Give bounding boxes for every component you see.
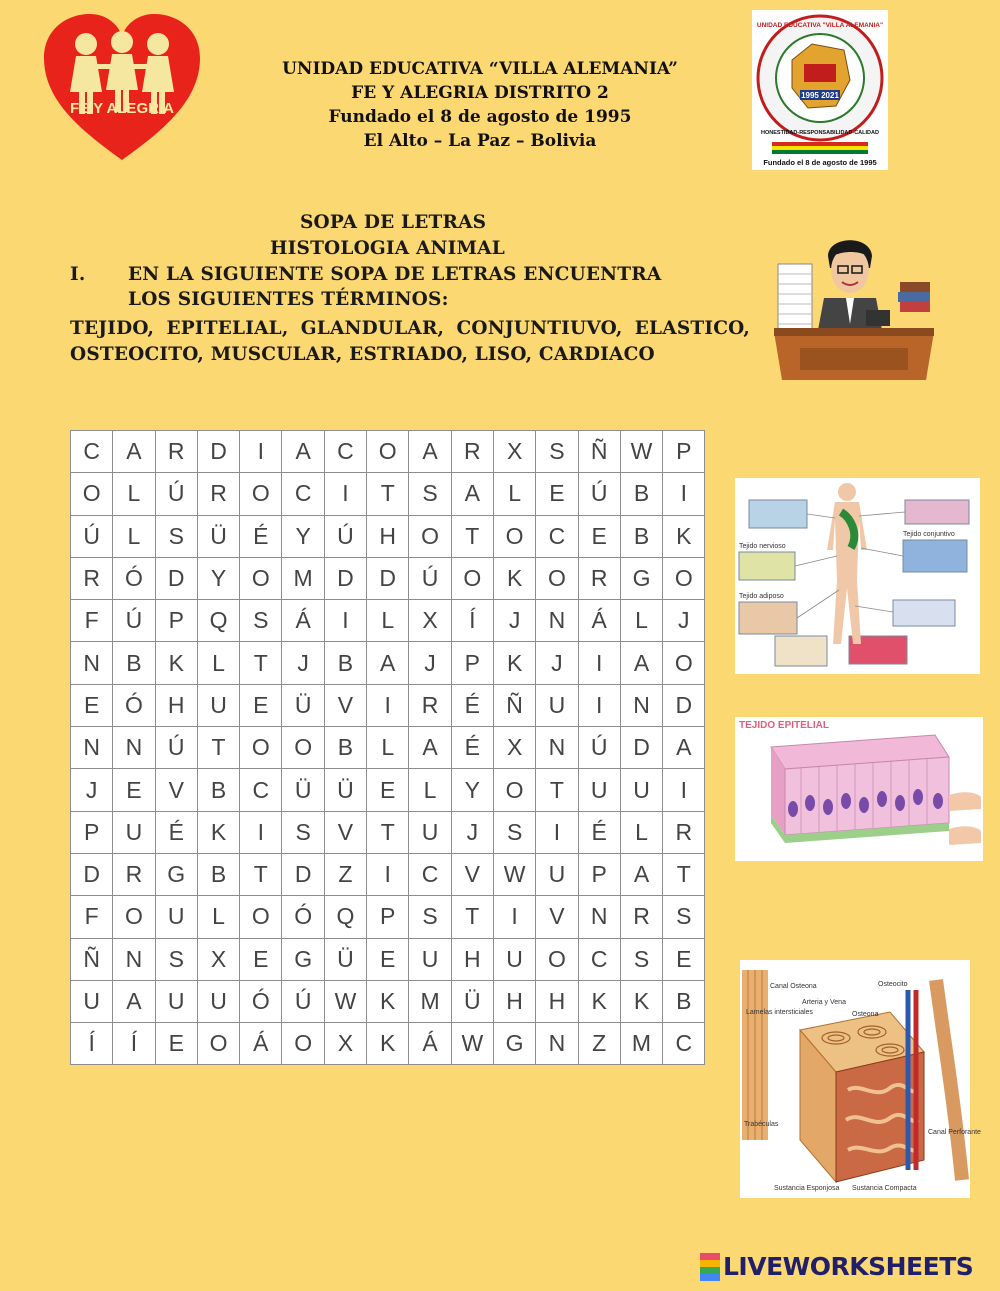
grid-cell[interactable]: P xyxy=(367,896,409,938)
grid-cell[interactable]: U xyxy=(155,980,197,1022)
grid-cell[interactable]: P xyxy=(71,811,113,853)
svg-text:Sustancia Compacta: Sustancia Compacta xyxy=(852,1185,917,1192)
grid-cell[interactable]: I xyxy=(367,684,409,726)
liveworksheets-brand xyxy=(700,1252,973,1281)
grid-cell[interactable]: S xyxy=(536,431,578,473)
svg-text:Osteona: Osteona xyxy=(852,1011,879,1018)
grid-cell[interactable]: O xyxy=(536,557,578,599)
grid-cell[interactable]: É xyxy=(451,684,493,726)
grid-cell[interactable]: N xyxy=(620,684,662,726)
grid-cell[interactable]: E xyxy=(240,938,282,980)
grid-cell[interactable]: Ü xyxy=(197,515,239,557)
grid-cell[interactable]: L xyxy=(197,896,239,938)
grid-cell[interactable]: A xyxy=(620,853,662,895)
grid-cell[interactable]: Ú xyxy=(324,515,366,557)
grid-cell[interactable]: O xyxy=(113,896,155,938)
grid-cell[interactable]: R xyxy=(578,557,620,599)
grid-cell[interactable]: N xyxy=(71,727,113,769)
svg-text:Tejido adiposo: Tejido adiposo xyxy=(739,593,784,600)
grid-cell[interactable]: Ó xyxy=(113,684,155,726)
grid-cell[interactable]: A xyxy=(409,431,451,473)
grid-cell[interactable]: J xyxy=(536,642,578,684)
grid-cell[interactable]: K xyxy=(493,557,535,599)
svg-text:Arteria y Vena: Arteria y Vena xyxy=(802,999,846,1006)
grid-cell[interactable]: P xyxy=(155,600,197,642)
grid-cell[interactable]: I xyxy=(367,853,409,895)
grid-row xyxy=(71,557,705,599)
grid-cell[interactable]: N xyxy=(113,938,155,980)
grid-cell[interactable]: B xyxy=(113,642,155,684)
grid-cell[interactable]: T xyxy=(240,853,282,895)
grid-cell[interactable]: T xyxy=(663,853,705,895)
grid-cell[interactable]: V xyxy=(324,811,366,853)
grid-cell[interactable]: W xyxy=(620,431,662,473)
grid-cell[interactable]: S xyxy=(155,938,197,980)
grid-cell[interactable]: R xyxy=(409,684,451,726)
instruction-line-2: LOS SIGUIENTES TÉRMINOS: xyxy=(128,289,449,310)
grid-cell[interactable]: O xyxy=(197,1023,239,1065)
grid-cell[interactable]: O xyxy=(240,473,282,515)
grid-cell[interactable]: E xyxy=(367,938,409,980)
grid-row xyxy=(71,431,705,473)
grid-cell[interactable]: Ñ xyxy=(493,684,535,726)
grid-row xyxy=(71,853,705,895)
grid-cell[interactable]: J xyxy=(409,642,451,684)
instruction-line-1: EN LA SIGUIENTE SOPA DE LETRAS ENCUENTRA xyxy=(128,264,662,285)
grid-cell[interactable]: Ú xyxy=(282,980,324,1022)
grid-cell[interactable]: H xyxy=(493,980,535,1022)
grid-cell[interactable]: D xyxy=(71,853,113,895)
grid-cell[interactable]: B xyxy=(324,727,366,769)
grid-cell[interactable]: J xyxy=(282,642,324,684)
grid-cell[interactable]: D xyxy=(324,557,366,599)
grid-cell[interactable]: G xyxy=(620,557,662,599)
grid-cell[interactable]: Q xyxy=(197,600,239,642)
brand-text: LIVEWORKSHEETS xyxy=(723,1252,974,1281)
grid-cell[interactable]: A xyxy=(620,642,662,684)
worksheet-title: SOPA DE LETRAS xyxy=(300,212,487,233)
grid-cell[interactable]: J xyxy=(663,600,705,642)
grid-cell[interactable]: Á xyxy=(409,1023,451,1065)
grid-cell[interactable]: T xyxy=(367,473,409,515)
grid-cell[interactable]: A xyxy=(663,727,705,769)
grid-cell[interactable]: S xyxy=(409,896,451,938)
grid-cell[interactable]: L xyxy=(113,515,155,557)
grid-cell[interactable]: N xyxy=(71,642,113,684)
grid-cell[interactable]: Y xyxy=(451,769,493,811)
grid-cell[interactable]: P xyxy=(578,853,620,895)
worksheet-subtitle: HISTOLOGIA ANIMAL xyxy=(270,238,505,259)
grid-cell[interactable]: O xyxy=(493,769,535,811)
grid-cell[interactable]: Ü xyxy=(282,684,324,726)
grid-cell[interactable]: O xyxy=(451,557,493,599)
grid-cell[interactable]: S xyxy=(620,938,662,980)
grid-cell[interactable]: N xyxy=(536,600,578,642)
grid-cell[interactable]: C xyxy=(324,431,366,473)
grid-cell[interactable]: X xyxy=(493,727,535,769)
grid-cell[interactable]: Á xyxy=(240,1023,282,1065)
grid-cell[interactable]: Í xyxy=(71,1023,113,1065)
grid-cell[interactable]: U xyxy=(197,684,239,726)
grid-cell[interactable]: B xyxy=(324,642,366,684)
grid-cell[interactable]: Ñ xyxy=(71,938,113,980)
grid-cell[interactable]: K xyxy=(155,642,197,684)
grid-cell[interactable]: S xyxy=(282,811,324,853)
svg-text:TEJIDO EPITELIAL: TEJIDO EPITELIAL xyxy=(739,720,830,731)
bone-tissue-illustration xyxy=(740,960,981,1198)
grid-cell[interactable]: W xyxy=(493,853,535,895)
grid-cell[interactable]: O xyxy=(282,1023,324,1065)
grid-cell[interactable]: A xyxy=(282,431,324,473)
grid-cell[interactable]: U xyxy=(620,769,662,811)
grid-cell[interactable]: U xyxy=(493,938,535,980)
grid-cell[interactable]: D xyxy=(367,557,409,599)
grid-cell[interactable]: D xyxy=(620,727,662,769)
grid-cell[interactable]: A xyxy=(113,431,155,473)
grid-cell[interactable]: R xyxy=(663,811,705,853)
grid-cell[interactable]: Í xyxy=(451,600,493,642)
grid-cell[interactable]: Ó xyxy=(240,980,282,1022)
grid-cell[interactable]: Ú xyxy=(71,515,113,557)
grid-cell[interactable]: T xyxy=(367,811,409,853)
grid-cell[interactable]: O xyxy=(493,515,535,557)
grid-cell[interactable]: Ó xyxy=(282,896,324,938)
grid-cell[interactable]: I xyxy=(663,473,705,515)
school-name: UNIDAD EDUCATIVA “VILLA ALEMANIA” xyxy=(282,59,678,79)
grid-cell[interactable]: U xyxy=(536,853,578,895)
grid-cell[interactable]: O xyxy=(240,557,282,599)
grid-cell[interactable]: N xyxy=(536,1023,578,1065)
grid-cell[interactable]: H xyxy=(536,980,578,1022)
grid-cell[interactable]: O xyxy=(663,557,705,599)
grid-cell[interactable]: T xyxy=(451,515,493,557)
grid-cell[interactable]: X xyxy=(493,431,535,473)
grid-row xyxy=(71,600,705,642)
grid-cell[interactable]: U xyxy=(409,811,451,853)
grid-cell[interactable]: J xyxy=(451,811,493,853)
grid-cell[interactable]: E xyxy=(367,769,409,811)
grid-cell[interactable]: I xyxy=(663,769,705,811)
grid-row xyxy=(71,896,705,938)
grid-cell[interactable]: Ú xyxy=(578,473,620,515)
grid-cell[interactable]: Y xyxy=(282,515,324,557)
grid-cell[interactable]: X xyxy=(324,1023,366,1065)
grid-cell[interactable]: L xyxy=(620,811,662,853)
svg-text:Fundado el 8 de agosto de 1995: Fundado el 8 de agosto de 1995 xyxy=(763,158,877,167)
grid-cell[interactable]: Ú xyxy=(155,727,197,769)
grid-cell[interactable]: Ü xyxy=(324,938,366,980)
grid-cell[interactable]: P xyxy=(451,642,493,684)
grid-cell[interactable]: R xyxy=(113,853,155,895)
grid-cell[interactable]: D xyxy=(282,853,324,895)
grid-cell[interactable]: J xyxy=(493,600,535,642)
grid-cell[interactable]: O xyxy=(240,727,282,769)
grid-cell[interactable]: L xyxy=(620,600,662,642)
svg-text:UNIDAD EDUCATIVA "VILLA ALEMAN: UNIDAD EDUCATIVA "VILLA ALEMANIA" xyxy=(756,22,884,29)
grid-cell[interactable]: U xyxy=(536,684,578,726)
school-founded: Fundado el 8 de agosto de 1995 xyxy=(328,107,632,127)
grid-cell[interactable]: T xyxy=(197,727,239,769)
grid-cell[interactable]: X xyxy=(197,938,239,980)
grid-cell[interactable]: O xyxy=(71,473,113,515)
grid-cell[interactable]: E xyxy=(578,515,620,557)
grid-row xyxy=(71,642,705,684)
grid-cell[interactable]: Ü xyxy=(451,980,493,1022)
svg-text:FE Y ALEGRIA: FE Y ALEGRIA xyxy=(70,100,174,117)
grid-cell[interactable]: É xyxy=(451,727,493,769)
grid-cell[interactable]: S xyxy=(663,896,705,938)
grid-cell[interactable]: M xyxy=(409,980,451,1022)
grid-cell[interactable]: V xyxy=(451,853,493,895)
grid-cell[interactable]: Ó xyxy=(113,557,155,599)
grid-cell[interactable]: D xyxy=(155,557,197,599)
grid-cell[interactable]: O xyxy=(282,727,324,769)
grid-cell[interactable]: Ü xyxy=(324,769,366,811)
grid-cell[interactable]: Q xyxy=(324,896,366,938)
grid-cell[interactable]: O xyxy=(367,431,409,473)
grid-cell[interactable]: I xyxy=(324,600,366,642)
grid-cell[interactable]: P xyxy=(663,431,705,473)
grid-cell[interactable]: C xyxy=(282,473,324,515)
grid-cell[interactable]: O xyxy=(536,938,578,980)
grid-cell[interactable]: M xyxy=(620,1023,662,1065)
grid-row xyxy=(71,769,705,811)
svg-text:Osteocito: Osteocito xyxy=(878,981,908,988)
grid-cell[interactable]: W xyxy=(451,1023,493,1065)
grid-row xyxy=(71,1023,705,1065)
svg-text:1995 2021: 1995 2021 xyxy=(801,91,839,100)
instruction-number: I. xyxy=(70,264,86,285)
grid-cell[interactable]: U xyxy=(71,980,113,1022)
grid-cell[interactable]: B xyxy=(197,853,239,895)
grid-cell[interactable]: K xyxy=(578,980,620,1022)
grid-cell[interactable]: W xyxy=(324,980,366,1022)
grid-cell[interactable]: I xyxy=(578,642,620,684)
grid-cell[interactable]: G xyxy=(282,938,324,980)
grid-cell[interactable]: V xyxy=(324,684,366,726)
grid-cell[interactable]: V xyxy=(536,896,578,938)
grid-cell[interactable]: H xyxy=(155,684,197,726)
grid-row xyxy=(71,515,705,557)
grid-row xyxy=(71,938,705,980)
grid-cell[interactable]: I xyxy=(324,473,366,515)
grid-cell[interactable]: C xyxy=(240,769,282,811)
grid-cell[interactable]: V xyxy=(155,769,197,811)
grid-cell[interactable]: E xyxy=(113,769,155,811)
grid-cell[interactable]: A xyxy=(451,473,493,515)
grid-cell[interactable]: K xyxy=(367,1023,409,1065)
grid-cell[interactable]: B xyxy=(620,473,662,515)
grid-cell[interactable]: E xyxy=(240,684,282,726)
grid-cell[interactable]: B xyxy=(197,769,239,811)
grid-cell[interactable]: Ü xyxy=(282,769,324,811)
grid-cell[interactable]: U xyxy=(197,980,239,1022)
grid-cell[interactable]: É xyxy=(578,811,620,853)
grid-cell[interactable]: Z xyxy=(324,853,366,895)
grid-cell[interactable]: R xyxy=(620,896,662,938)
grid-cell[interactable]: É xyxy=(155,811,197,853)
grid-row xyxy=(71,980,705,1022)
grid-cell[interactable]: C xyxy=(71,431,113,473)
grid-cell[interactable]: C xyxy=(663,1023,705,1065)
school-seal xyxy=(752,10,888,170)
teacher-at-desk-illustration xyxy=(770,228,938,388)
grid-row xyxy=(71,811,705,853)
grid-cell[interactable]: F xyxy=(71,600,113,642)
grid-cell[interactable]: L xyxy=(367,727,409,769)
grid-cell[interactable]: L xyxy=(493,473,535,515)
grid-cell[interactable]: R xyxy=(155,431,197,473)
grid-cell[interactable]: E xyxy=(71,684,113,726)
grid-cell[interactable]: K xyxy=(493,642,535,684)
grid-cell[interactable]: F xyxy=(71,896,113,938)
grid-cell[interactable]: A xyxy=(367,642,409,684)
grid-cell[interactable]: M xyxy=(282,557,324,599)
school-network: FE Y ALEGRIA DISTRITO 2 xyxy=(351,83,609,103)
grid-cell[interactable]: Z xyxy=(578,1023,620,1065)
grid-cell[interactable]: J xyxy=(71,769,113,811)
grid-cell[interactable]: O xyxy=(240,896,282,938)
grid-cell[interactable]: Ú xyxy=(113,600,155,642)
grid-cell[interactable]: R xyxy=(197,473,239,515)
grid-cell[interactable]: O xyxy=(409,515,451,557)
grid-cell[interactable]: G xyxy=(155,853,197,895)
grid-cell[interactable]: S xyxy=(240,600,282,642)
grid-cell[interactable]: C xyxy=(409,853,451,895)
svg-text:Tejido nervioso: Tejido nervioso xyxy=(739,543,786,550)
svg-text:Tejido conjuntivo: Tejido conjuntivo xyxy=(903,531,955,538)
grid-cell[interactable]: É xyxy=(240,515,282,557)
grid-cell[interactable]: B xyxy=(663,980,705,1022)
liveworksheets-logo-icon xyxy=(700,1253,720,1281)
grid-cell[interactable]: I xyxy=(536,811,578,853)
grid-cell[interactable]: C xyxy=(536,515,578,557)
grid-cell[interactable]: Ñ xyxy=(578,431,620,473)
grid-cell[interactable]: N xyxy=(536,727,578,769)
epithelial-tissue-illustration xyxy=(735,717,983,861)
grid-cell[interactable]: R xyxy=(451,431,493,473)
svg-text:Sustancia Esponjosa: Sustancia Esponjosa xyxy=(774,1185,840,1192)
grid-cell[interactable]: S xyxy=(155,515,197,557)
terms-list: TEJIDO, EPITELIAL, GLANDULAR, CONJUNTIUVO, ELASTICO, OSTEOCITO, MUSCULAR, ESTRIADO, LISO, CARDIACO xyxy=(70,318,750,365)
word-search-grid xyxy=(70,430,705,1065)
grid-cell[interactable]: L xyxy=(113,473,155,515)
grid-cell[interactable]: D xyxy=(663,684,705,726)
grid-cell[interactable]: T xyxy=(451,896,493,938)
grid-cell[interactable]: K xyxy=(197,811,239,853)
grid-cell[interactable]: S xyxy=(493,811,535,853)
grid-cell[interactable]: Y xyxy=(197,557,239,599)
grid-cell[interactable]: Ú xyxy=(578,727,620,769)
svg-text:Lamelas intersticiales: Lamelas intersticiales xyxy=(746,1009,813,1016)
grid-cell[interactable]: K xyxy=(663,515,705,557)
grid-cell[interactable]: N xyxy=(578,896,620,938)
grid-cell[interactable]: U xyxy=(155,896,197,938)
grid-cell[interactable]: D xyxy=(197,431,239,473)
grid-cell[interactable]: G xyxy=(493,1023,535,1065)
grid-row xyxy=(71,473,705,515)
grid-cell[interactable]: N xyxy=(113,727,155,769)
grid-cell[interactable]: A xyxy=(409,727,451,769)
fe-y-alegria-logo xyxy=(40,12,205,162)
grid-cell[interactable]: U xyxy=(578,769,620,811)
svg-text:Trabéculas: Trabéculas xyxy=(744,1121,779,1128)
grid-cell[interactable]: Ú xyxy=(155,473,197,515)
animal-tissues-body-illustration xyxy=(735,478,980,674)
grid-cell[interactable]: L xyxy=(367,600,409,642)
grid-cell[interactable]: H xyxy=(367,515,409,557)
grid-cell[interactable]: Á xyxy=(578,600,620,642)
grid-row xyxy=(71,684,705,726)
grid-cell[interactable]: K xyxy=(367,980,409,1022)
school-location: El Alto – La Paz – Bolivia xyxy=(363,131,597,151)
grid-cell[interactable]: A xyxy=(113,980,155,1022)
grid-cell[interactable]: T xyxy=(536,769,578,811)
grid-cell[interactable]: Ú xyxy=(409,557,451,599)
grid-cell[interactable]: E xyxy=(536,473,578,515)
grid-cell[interactable]: I xyxy=(240,811,282,853)
grid-cell[interactable]: Í xyxy=(113,1023,155,1065)
grid-cell[interactable]: X xyxy=(409,600,451,642)
grid-cell[interactable]: L xyxy=(197,642,239,684)
grid-cell[interactable]: S xyxy=(409,473,451,515)
grid-cell[interactable]: Á xyxy=(282,600,324,642)
grid-cell[interactable]: E xyxy=(663,938,705,980)
grid-cell[interactable]: U xyxy=(113,811,155,853)
grid-cell[interactable]: R xyxy=(71,557,113,599)
grid-cell[interactable]: C xyxy=(578,938,620,980)
grid-cell[interactable]: I xyxy=(240,431,282,473)
svg-text:Canal Perforante: Canal Perforante xyxy=(928,1129,981,1136)
grid-cell[interactable]: E xyxy=(155,1023,197,1065)
grid-cell[interactable]: I xyxy=(493,896,535,938)
grid-cell[interactable]: O xyxy=(663,642,705,684)
grid-row xyxy=(71,727,705,769)
grid-cell[interactable]: K xyxy=(620,980,662,1022)
svg-text:Canal Osteona: Canal Osteona xyxy=(770,983,817,990)
grid-cell[interactable]: I xyxy=(578,684,620,726)
grid-cell[interactable]: U xyxy=(409,938,451,980)
grid-cell[interactable]: H xyxy=(451,938,493,980)
grid-cell[interactable]: B xyxy=(620,515,662,557)
grid-cell[interactable]: L xyxy=(409,769,451,811)
svg-text:HONESTIDAD-RESPONSABILIDAD-CAL: HONESTIDAD-RESPONSABILIDAD-CALIDAD xyxy=(761,130,879,136)
grid-cell[interactable]: T xyxy=(240,642,282,684)
